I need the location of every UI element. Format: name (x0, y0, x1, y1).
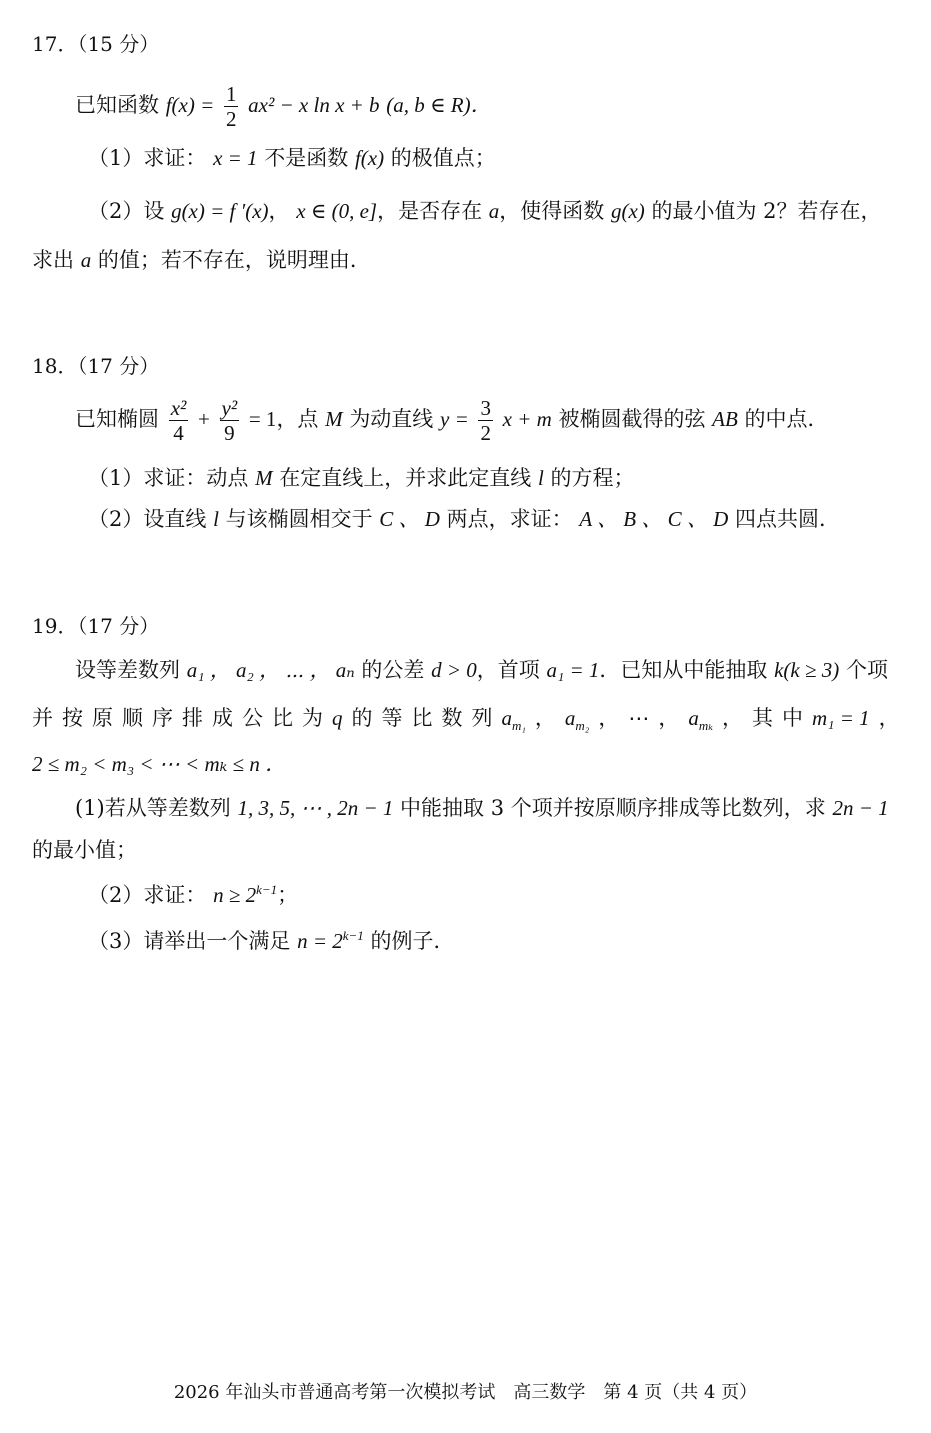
p19-l2-w1: 并 (32, 706, 53, 730)
p19-q2-end: ； (277, 883, 299, 907)
problem-19-part-2 (88, 882, 298, 908)
p19-l2-w2: 按 (62, 706, 83, 730)
p19-q3-exp: k−1 (342, 928, 364, 943)
problem-19-header: 19．（17 分） (32, 614, 160, 638)
p19-l2-am1 (502, 706, 526, 734)
p18-frac-y (220, 396, 240, 445)
problem-17-header: 17．（15 分） (32, 32, 160, 56)
p17-q2-g2: g(x) (610, 199, 645, 223)
p18-q2-label: （2）设直线 (88, 507, 207, 531)
p18-frac-slope (478, 396, 493, 445)
p19-q1-mid: 中能抽取 3 个项并按原顺序排成等比数列，求 (400, 796, 826, 820)
p17-q1-end: 的极值点； (390, 146, 496, 170)
p18-slope-den: 2 (480, 421, 491, 446)
p18-eq: = 1 (248, 407, 277, 432)
p18-M: M (325, 407, 343, 432)
p17-fraction (224, 82, 239, 131)
p17-q1-math: x = 1 (213, 146, 258, 170)
problem-18-part-1 (88, 466, 634, 491)
p19-l2-c5: ， (878, 706, 900, 730)
problem-18-header: 18．（17 分） (32, 354, 160, 378)
p18-frac-x-num: x² (170, 396, 187, 420)
p19-q3-math (297, 929, 364, 953)
p19-l2-dots: ⋯ (628, 706, 650, 730)
p19-l2-am2-base: a (564, 706, 576, 730)
p19-l2-w14: 数 (441, 706, 463, 730)
p18-mid1: ，点 (276, 407, 319, 432)
p19-l1-d: d > 0 (431, 658, 477, 682)
p19-q3-base: n = 2 (297, 929, 343, 953)
p19-l2-w17: 中 (781, 706, 803, 730)
p18-slope-num: 3 (480, 396, 491, 420)
p18-q2-mid: 与该椭圆相交于 (225, 507, 373, 531)
p18-q2-CD: C 、 D (379, 507, 440, 531)
p19-l2-c2: ， (598, 706, 620, 730)
page-footer: 2026 年汕头市普通高考第一次模拟考试 高三数学 第 4 页（共 4 页） (173, 1382, 758, 1403)
p17-q2-l2-pre: 求出 (32, 248, 74, 272)
p19-l2-w6: 排 (182, 706, 203, 730)
problem-19-line-3: 2 ≤ m₂ < m₃ < ⋯ < mₖ ≤ n ． (32, 752, 287, 776)
p19-l2-w7: 成 (212, 706, 233, 730)
p19-l2-w3: 原 (92, 706, 113, 730)
p17-q1-func: f(x) (354, 146, 385, 170)
p19-l2-c3: ， (658, 706, 680, 730)
p19-l2-m1: m₁ = 1 (811, 706, 870, 730)
p17-q2-label: （2）设 (88, 199, 165, 223)
p17-q2-end: 的最小值为 2？若存在， (651, 199, 882, 223)
p19-l2-am1-base: a (501, 706, 512, 730)
p18-line-lhs: y = (440, 407, 469, 432)
p19-l2-w10: 为 (302, 706, 323, 730)
p18-q1-M: M (255, 466, 273, 490)
p18-q1-label: （1）求证：动点 (88, 466, 249, 490)
p18-q2-mid2: 两点，求证： (446, 507, 573, 531)
p19-l2-am2 (565, 706, 589, 734)
p17-f-rhs: ax² − x ln x + b (248, 93, 380, 118)
p19-q2-label: （2）求证： (88, 883, 207, 907)
p19-l2-am1-sub: m₁ (512, 718, 526, 734)
p18-q2-pts: A 、 B 、 C 、 D (579, 507, 729, 531)
p18-frac-y-num: y² (221, 396, 238, 420)
p19-q1-seq: 1, 3, 5, ⋯ , 2n − 1 (237, 796, 394, 820)
p19-l1-pre: 设等差数列 (75, 658, 180, 682)
p18-q2-end: 四点共圆． (734, 507, 840, 531)
p18-intro: 已知椭圆 (75, 407, 159, 432)
problem-18-part-2 (88, 507, 840, 532)
p19-q1-pre: (1)若从等差数列 (75, 796, 231, 820)
p18-frac-x-den: 4 (173, 421, 184, 446)
p19-l1-mid2: ，首项 (476, 658, 540, 682)
p19-q2-exp: k−1 (256, 882, 278, 897)
p19-l2-amk-base: a (688, 706, 699, 730)
p17-q2-l2-end: 的值；若不存在，说明理由． (97, 248, 371, 272)
p19-l1-mid3: ．已知从中能抽取 (599, 658, 768, 682)
p19-l1-mid: 的公差 (361, 658, 425, 682)
p19-l2-c4: ， (721, 706, 743, 730)
p18-AB: AB (712, 407, 738, 432)
problem-17-part-2-line-2 (32, 248, 371, 273)
p19-l2-amk-sub: mₖ (698, 718, 713, 734)
p18-frac-y-den: 9 (224, 421, 235, 446)
problem-19-line-2 (32, 706, 900, 734)
p19-l2-w13: 比 (411, 706, 433, 730)
problem-17-part-1 (88, 146, 496, 171)
p19-l2-w15: 列 (471, 706, 493, 730)
p17-q2-a: a (488, 199, 500, 223)
p17-q2-dom: x ∈ (0, e] (296, 199, 378, 223)
p19-l2-w5: 序 (152, 706, 173, 730)
p19-q1-tail: 2n − 1 (832, 796, 889, 820)
p17-q2-sep: ， (268, 199, 290, 223)
p19-l2-w12: 等 (381, 706, 403, 730)
problem-19-part-1 (75, 796, 889, 821)
p19-l1-seq: a₁ ， a₂ ， ⋯ ， aₙ (186, 658, 355, 682)
p18-mid2: 为动直线 (349, 407, 434, 432)
p17-q1-label: （1）求证： (88, 146, 207, 170)
p18-q1-end: 的方程； (550, 466, 635, 490)
p17-q1-mid: 不是函数 (264, 146, 349, 170)
p17-q2-mid1: ，是否存在 (377, 199, 483, 223)
p17-q2-g: g(x) = f ′(x) (171, 199, 269, 223)
p17-domain: (a, b ∈ R)． (386, 93, 492, 118)
p19-q2-math (213, 883, 277, 907)
problem-18-ellipse-def (75, 396, 829, 445)
p19-l2-w16: 其 (751, 706, 773, 730)
p19-l2-w8: 公 (242, 706, 263, 730)
problem-19-part-3 (88, 928, 454, 954)
p18-plus: + (198, 407, 210, 432)
problem-17-function-def (75, 82, 492, 131)
p19-l1-end: 个项 (845, 658, 888, 682)
p17-q2-l2-a: a (80, 248, 92, 272)
p17-intro: 已知函数 (75, 93, 159, 118)
p18-q1-mid: 在定直线上，并求此定直线 (279, 466, 532, 490)
p19-l2-am2-sub: m₂ (575, 718, 590, 734)
p17-q2-mid2: ，使得函数 (499, 199, 605, 223)
p19-l2-w11: 的 (351, 706, 373, 730)
p17-frac-den: 2 (225, 107, 237, 132)
p19-l2-c1: ， (534, 706, 556, 730)
p18-q2-l: l (213, 507, 219, 531)
p18-mid3: 被椭圆截得的弦 (558, 407, 706, 432)
p19-l2-w9: 比 (272, 706, 293, 730)
p19-l2-q: q (332, 706, 343, 730)
p19-l2-w4: 顺 (122, 706, 143, 730)
p19-q3-end: 的例子． (370, 929, 455, 953)
problem-19-part-1-line-2: 的最小值； (32, 838, 137, 862)
p19-q3-label: （3）请举出一个满足 (88, 929, 291, 953)
p17-frac-num: 1 (225, 82, 237, 106)
problem-17-part-2 (88, 199, 882, 224)
p17-f-lhs: f(x) = (165, 93, 215, 118)
p19-l1-a1: a₁ = 1 (546, 658, 600, 682)
p19-q2-base: n ≥ 2 (213, 883, 257, 907)
p18-line-rhs: x + m (502, 407, 552, 432)
p18-end: 的中点． (744, 407, 829, 432)
p18-q1-l: l (537, 466, 544, 490)
p19-l2-amk (688, 706, 713, 734)
p19-l1-k: k(k ≥ 3) (774, 658, 840, 682)
problem-19-line-1 (75, 658, 888, 683)
p18-frac-x (169, 396, 189, 445)
